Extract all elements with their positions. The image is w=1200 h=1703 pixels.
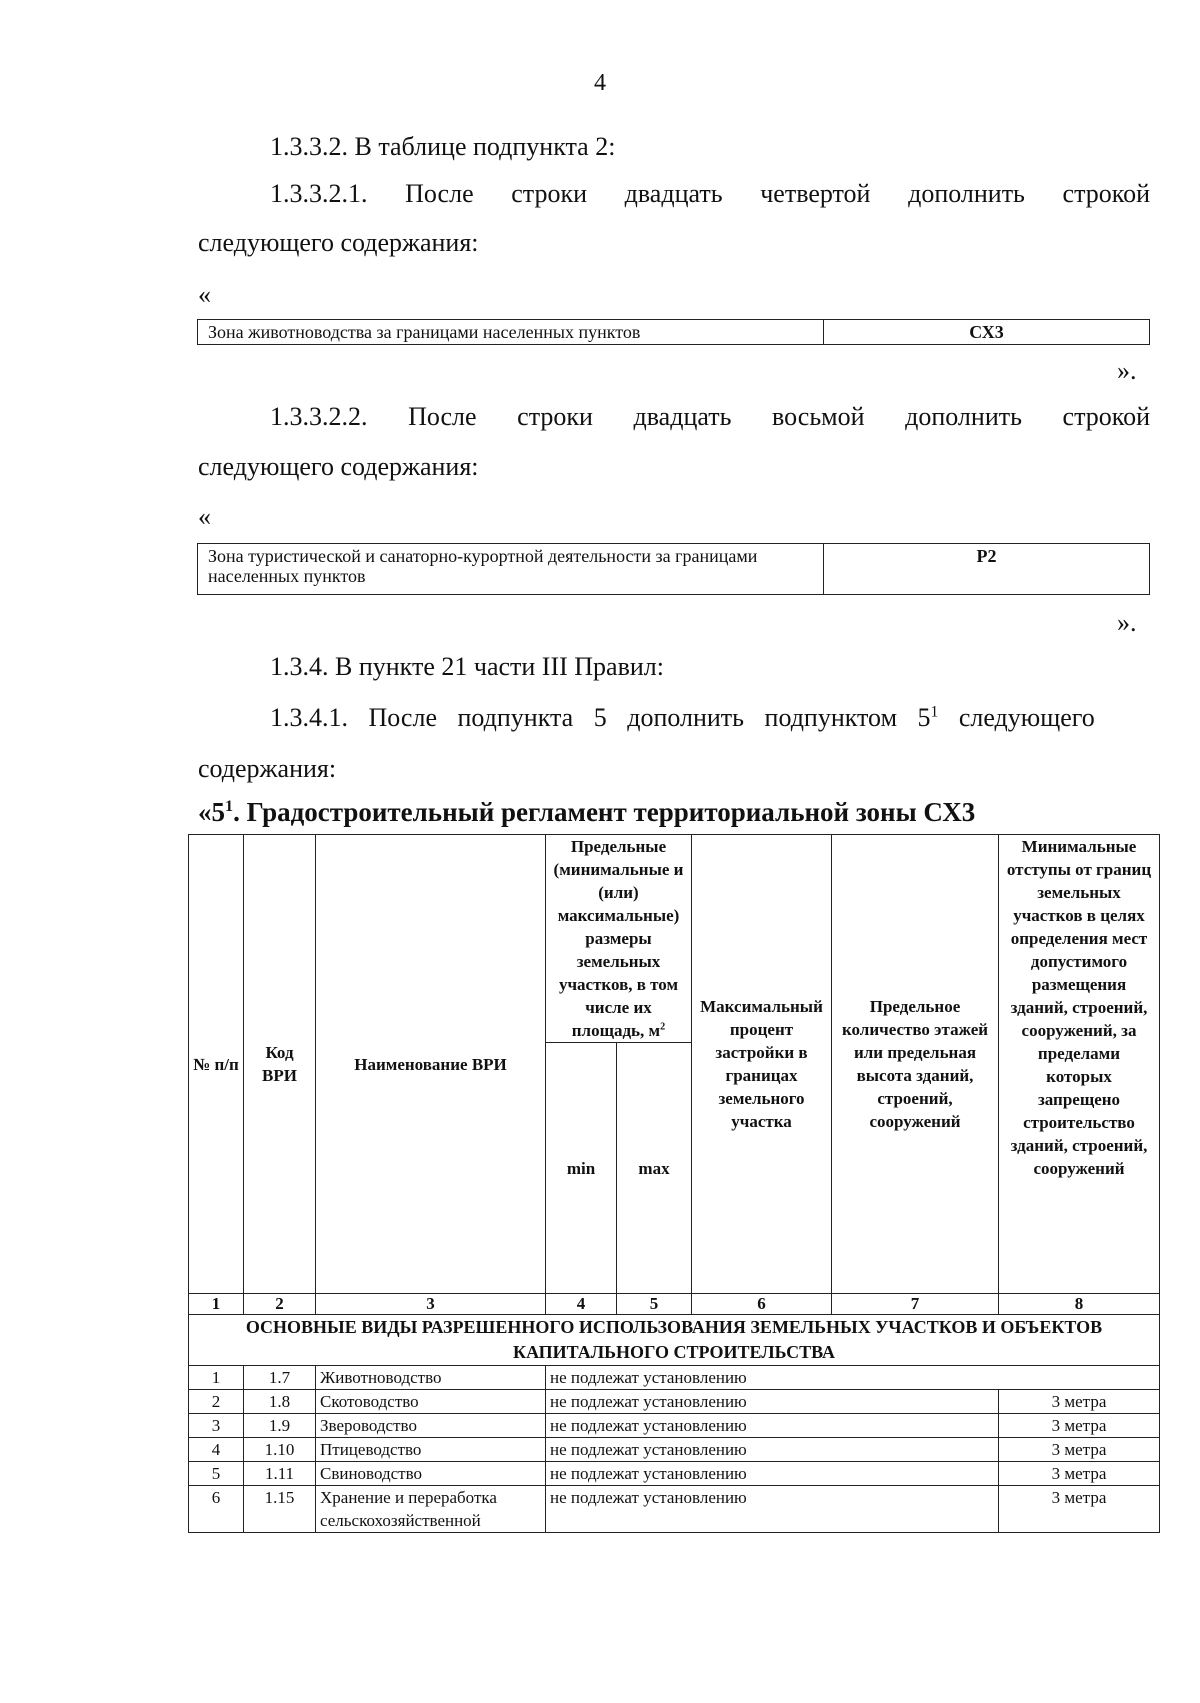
regulation-heading: «$5^1$. Градостроительный регламент территориальной зоны СХ3 bbox=[198, 797, 976, 827]
paragraph-1-3-4-1-line1 bbox=[270, 703, 1150, 733]
paragraph-1-3-3-2: 1.3.3.2. В таблице подпункта 2: bbox=[270, 132, 616, 161]
column-number: 2 bbox=[244, 1294, 316, 1315]
zone-name-cell: Зона туристической и санаторно-курортной деятельности за границами населенных пунктов bbox=[198, 544, 824, 595]
row-name: Свиноводство bbox=[316, 1462, 546, 1486]
row-code: 1.8 bbox=[244, 1390, 316, 1414]
row-value: не подлежат установлению bbox=[546, 1366, 1160, 1390]
column-number: 6 bbox=[692, 1294, 832, 1315]
header-min: min bbox=[546, 1043, 617, 1294]
row-num: 6 bbox=[189, 1486, 244, 1533]
column-number: 8 bbox=[999, 1294, 1160, 1315]
section-title-row bbox=[189, 1315, 1160, 1366]
row-setback: 3 метра bbox=[999, 1390, 1160, 1414]
paragraph-1-3-3-2-1-line2: следующего содержания: bbox=[198, 228, 479, 257]
table-row bbox=[189, 1438, 1160, 1462]
close-quote-1: ». bbox=[1117, 356, 1137, 385]
zone-code-cell: Р2 bbox=[824, 544, 1150, 595]
paragraph-1-3-4-1-line2: содержания: bbox=[198, 754, 337, 783]
row-code: 1.7 bbox=[244, 1366, 316, 1390]
row-num: 2 bbox=[189, 1390, 244, 1414]
row-value: не подлежат установлению bbox=[546, 1486, 999, 1533]
zone-table-livestock bbox=[197, 319, 1150, 345]
table-row bbox=[189, 1486, 1160, 1533]
open-quote-2: « bbox=[198, 502, 211, 531]
paragraph-1-3-3-2-2-line1: 1.3.3.2.2. После строки двадцать восьмой дополнить строкой bbox=[270, 402, 1150, 431]
row-num: 1 bbox=[189, 1366, 244, 1390]
regulation-table bbox=[188, 834, 1160, 1533]
table-row bbox=[189, 1414, 1160, 1438]
zone-name-cell: Зона животноводства за границами населенных пунктов bbox=[198, 320, 824, 345]
page-number: 4 bbox=[594, 70, 606, 96]
column-number: 5 bbox=[617, 1294, 692, 1315]
column-number: 7 bbox=[832, 1294, 999, 1315]
table-row bbox=[189, 1390, 1160, 1414]
column-number-row bbox=[189, 1294, 1160, 1315]
column-number: 4 bbox=[546, 1294, 617, 1315]
open-quote-1: « bbox=[198, 280, 211, 309]
row-setback: 3 метра bbox=[999, 1486, 1160, 1533]
column-number: 3 bbox=[316, 1294, 546, 1315]
header-setbacks: Минимальные отступы от границ земельных участков в целях определения мест допустимого размещения зданий, строений, сооружений, за пределами которых запрещено строительство зданий, строений, сооружений bbox=[999, 835, 1160, 1294]
header-code: Код ВРИ bbox=[244, 835, 316, 1294]
row-num: 4 bbox=[189, 1438, 244, 1462]
row-setback: 3 метра bbox=[999, 1438, 1160, 1462]
paragraph-text: 1.3.4.1. После подпункта 5 дополнить подпунктом $5^1$ следующего bbox=[270, 703, 1095, 732]
row-setback: 3 метра bbox=[999, 1414, 1160, 1438]
row-name: Животноводство bbox=[316, 1366, 546, 1390]
table-row bbox=[198, 320, 1150, 345]
header-name: Наименование ВРИ bbox=[316, 835, 546, 1294]
header-max: max bbox=[617, 1043, 692, 1294]
row-name: Скотоводство bbox=[316, 1390, 546, 1414]
row-code: 1.15 bbox=[244, 1486, 316, 1533]
header-num: № п/п bbox=[189, 835, 244, 1294]
zone-code-cell: СХ3 bbox=[824, 320, 1150, 345]
row-value: не подлежат установлению bbox=[546, 1414, 999, 1438]
row-value: не подлежат установлению bbox=[546, 1438, 999, 1462]
row-name: Звероводство bbox=[316, 1414, 546, 1438]
row-value: не подлежат установлению bbox=[546, 1390, 999, 1414]
header-size: Предельные (минимальные и (или) максимальные) размеры земельных участков, в том числе их площадь, $м^2$ bbox=[546, 835, 692, 1043]
section-title: ОСНОВНЫЕ ВИДЫ РАЗРЕШЕННОГО ИСПОЛЬЗОВАНИЯ ЗЕМЕЛЬНЫХ УЧАСТКОВ И ОБЪЕКТОВ КАПИТАЛЬНОГО СТРОИТЕЛЬСТВА bbox=[189, 1315, 1160, 1366]
row-code: 1.11 bbox=[244, 1462, 316, 1486]
row-num: 5 bbox=[189, 1462, 244, 1486]
row-name: Хранение и переработка сельскохозяйственной bbox=[316, 1486, 546, 1533]
row-code: 1.10 bbox=[244, 1438, 316, 1462]
row-value: не подлежат установлению bbox=[546, 1462, 999, 1486]
table-row bbox=[189, 1462, 1160, 1486]
paragraph-1-3-4: 1.3.4. В пункте 21 части III Правил: bbox=[270, 652, 664, 681]
zone-table-tourism bbox=[197, 543, 1150, 595]
paragraph-1-3-3-2-1-line1: 1.3.3.2.1. После строки двадцать четвертой дополнить строкой bbox=[270, 179, 1150, 208]
row-num: 3 bbox=[189, 1414, 244, 1438]
paragraph-1-3-3-2-2-line2: следующего содержания: bbox=[198, 452, 479, 481]
table-header-row bbox=[189, 835, 1160, 1043]
row-code: 1.9 bbox=[244, 1414, 316, 1438]
header-percent: Максимальный процент застройки в границах земельного участка bbox=[692, 835, 832, 1294]
column-number: 1 bbox=[189, 1294, 244, 1315]
row-setback: 3 метра bbox=[999, 1462, 1160, 1486]
row-name: Птицеводство bbox=[316, 1438, 546, 1462]
table-row bbox=[189, 1366, 1160, 1390]
table-row bbox=[198, 544, 1150, 595]
close-quote-2: ». bbox=[1117, 608, 1137, 637]
header-floors: Предельное количество этажей или предельная высота зданий, строений, сооружений bbox=[832, 835, 999, 1294]
